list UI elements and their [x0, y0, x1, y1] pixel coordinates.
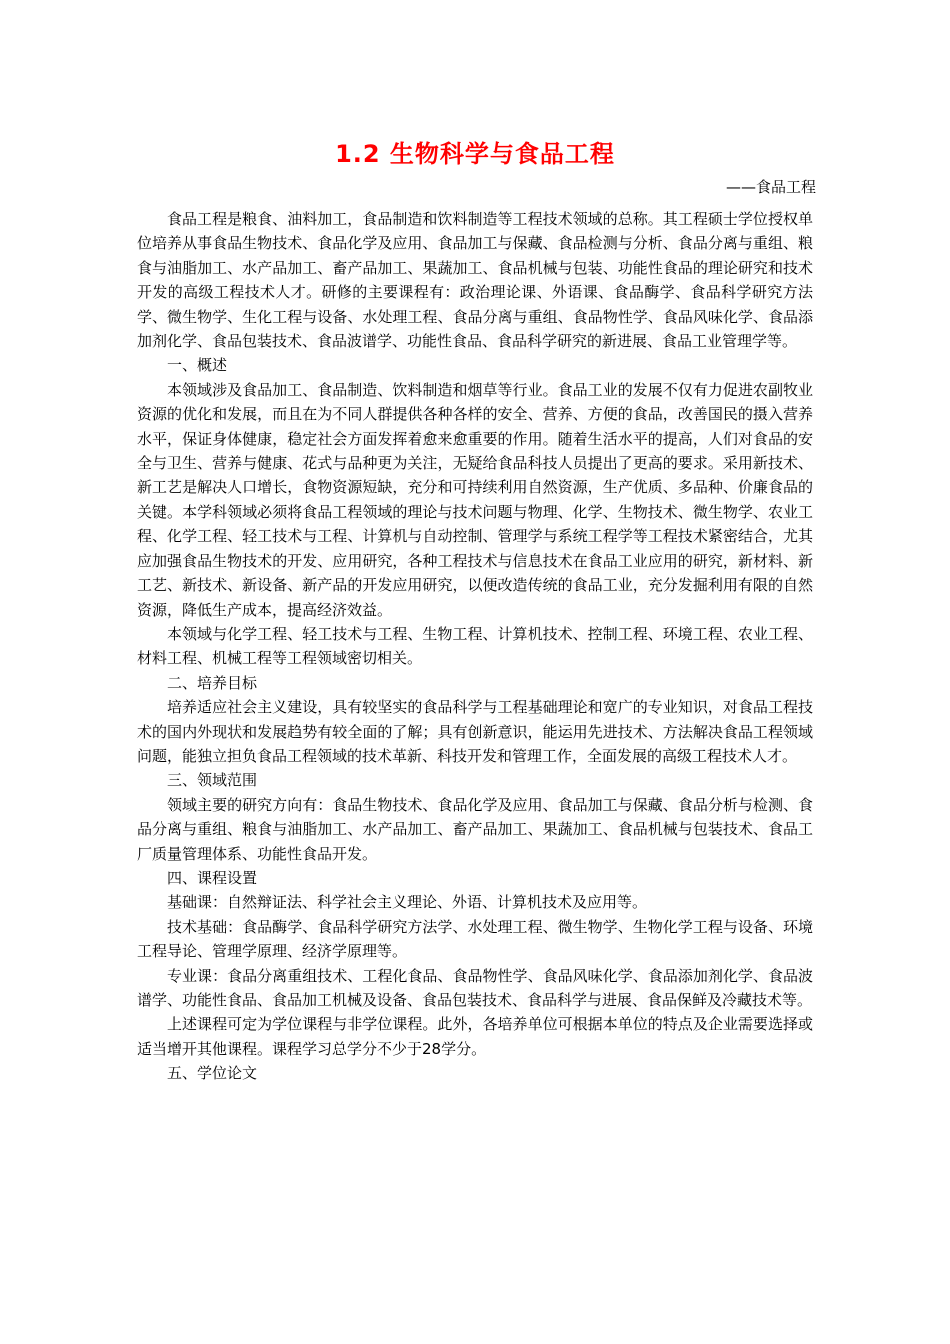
section-heading-scope: 三、领域范围: [167, 771, 258, 790]
overview-paragraph: 本领域涉及食品加工、食品制造、饮料制造和烟草等行业。食品工业的发展不仅有力促进农副牧业资源的优化和发展，而且在为不同人群提供各种各样的安全、营养、方便的食品，改善国民的摄入营养水平，保证身体健康，稳定社会方面发挥着愈来愈重要的作用。随着生活水平的提高，人们对食品的安全与卫生、营养与健康、花式与品种更为关注，无疑给食品科技人员提出了更高的要求。采用新技术、新工艺是解决人口增长，食物资源短缺，充分和可持续利用自然资源，生产优质、多品种、价廉食品的关键。本学科领域必须将食品工程领域的理论与技术问题与物理、化学、生物技术、微生物学、农业工程、化学工程、轻工技术与工程、计算机与自动控制、管理学与系统工程学等工程技术紧密结合，尤其应加强食品生物技术的开发、应用研究，各种工程技术与信息技术在食品工业应用的研究，新材料、新工艺、新技术、新设备、新产品的开发应用研究，以便改造传统的食品工业，充分发掘利用有限的自然资源，降低生产成本，提高经济效益。: [137, 380, 813, 619]
basic-courses-paragraph: 基础课：自然辩证法、科学社会主义理论、外语、计算机技术及应用等。: [167, 893, 648, 912]
specialized-courses-paragraph: 专业课：食品分离重组技术、工程化食品、食品物性学、食品风味化学、食品添加剂化学、食品波谱学、功能性食品、食品加工机械及设备、食品包装技术、食品科学与进展、食品保鲜及冷藏技术等。: [137, 966, 813, 1009]
goals-paragraph: 培养适应社会主义建设，具有较坚实的食品科学与工程基础理论和宽广的专业知识，对食品工程技术的国内外现状和发展趋势有较全面的了解；具有创新意识，能运用先进技术、方法解决食品工程领域问题，能独立担负食品工程领域的技术革新、科技开发和管理工作，全面发展的高级工程技术人才。: [137, 698, 813, 765]
intro-paragraph: 食品工程是粮食、油料加工，食品制造和饮料制造等工程技术领域的总称。其工程硕士学位授权单位培养从事食品生物技术、食品化学及应用、食品加工与保藏、食品检测与分析、食品分离与重组、粮食与油脂加工、水产品加工、畜产品加工、果蔬加工、食品机械与包装、功能性食品的理论研究和技术开发的高级工程技术人才。研修的主要课程有：政治理论课、外语课、食品酶学、食品科学研究方法学、微生物学、生化工程与设备、水处理工程、食品分离与重组、食品物性学、食品风味化学、食品添加剂化学、食品包装技术、食品波谱学、功能性食品、食品科学研究的新进展、食品工业管理学等。: [137, 210, 813, 351]
section-heading-thesis: 五、学位论文: [167, 1064, 258, 1083]
document-subtitle: ——食品工程: [725, 178, 816, 196]
section-heading-goals: 二、培养目标: [167, 673, 258, 692]
related-fields-paragraph: 本领域与化学工程、轻工技术与工程、生物工程、计算机技术、控制工程、环境工程、农业工程、材料工程、机械工程等工程领域密切相关。: [137, 624, 813, 668]
section-heading-courses: 四、课程设置: [167, 868, 258, 887]
document-body: [137, 207, 813, 1086]
credits-paragraph: 上述课程可定为学位课程与非学位课程。此外，各培养单位可根据本单位的特点及企业需要选择或适当增开其他课程。课程学习总学分不少于28学分。: [137, 1015, 813, 1058]
document-title: 1.2 生物科学与食品工程: [335, 140, 615, 168]
section-heading-overview: 一、概述: [167, 356, 228, 375]
technical-foundation-paragraph: 技术基础：食品酶学、食品科学研究方法学、水处理工程、微生物学、生物化学工程与设备、环境工程导论、管理学原理、经济学原理等。: [137, 917, 813, 961]
scope-paragraph: 领域主要的研究方向有：食品生物技术、食品化学及应用、食品加工与保藏、食品分析与检测、食品分离与重组、粮食与油脂加工、水产品加工、畜产品加工、果蔬加工、食品机械与包装技术、食品工厂质量管理体系、功能性食品开发。: [137, 795, 813, 863]
